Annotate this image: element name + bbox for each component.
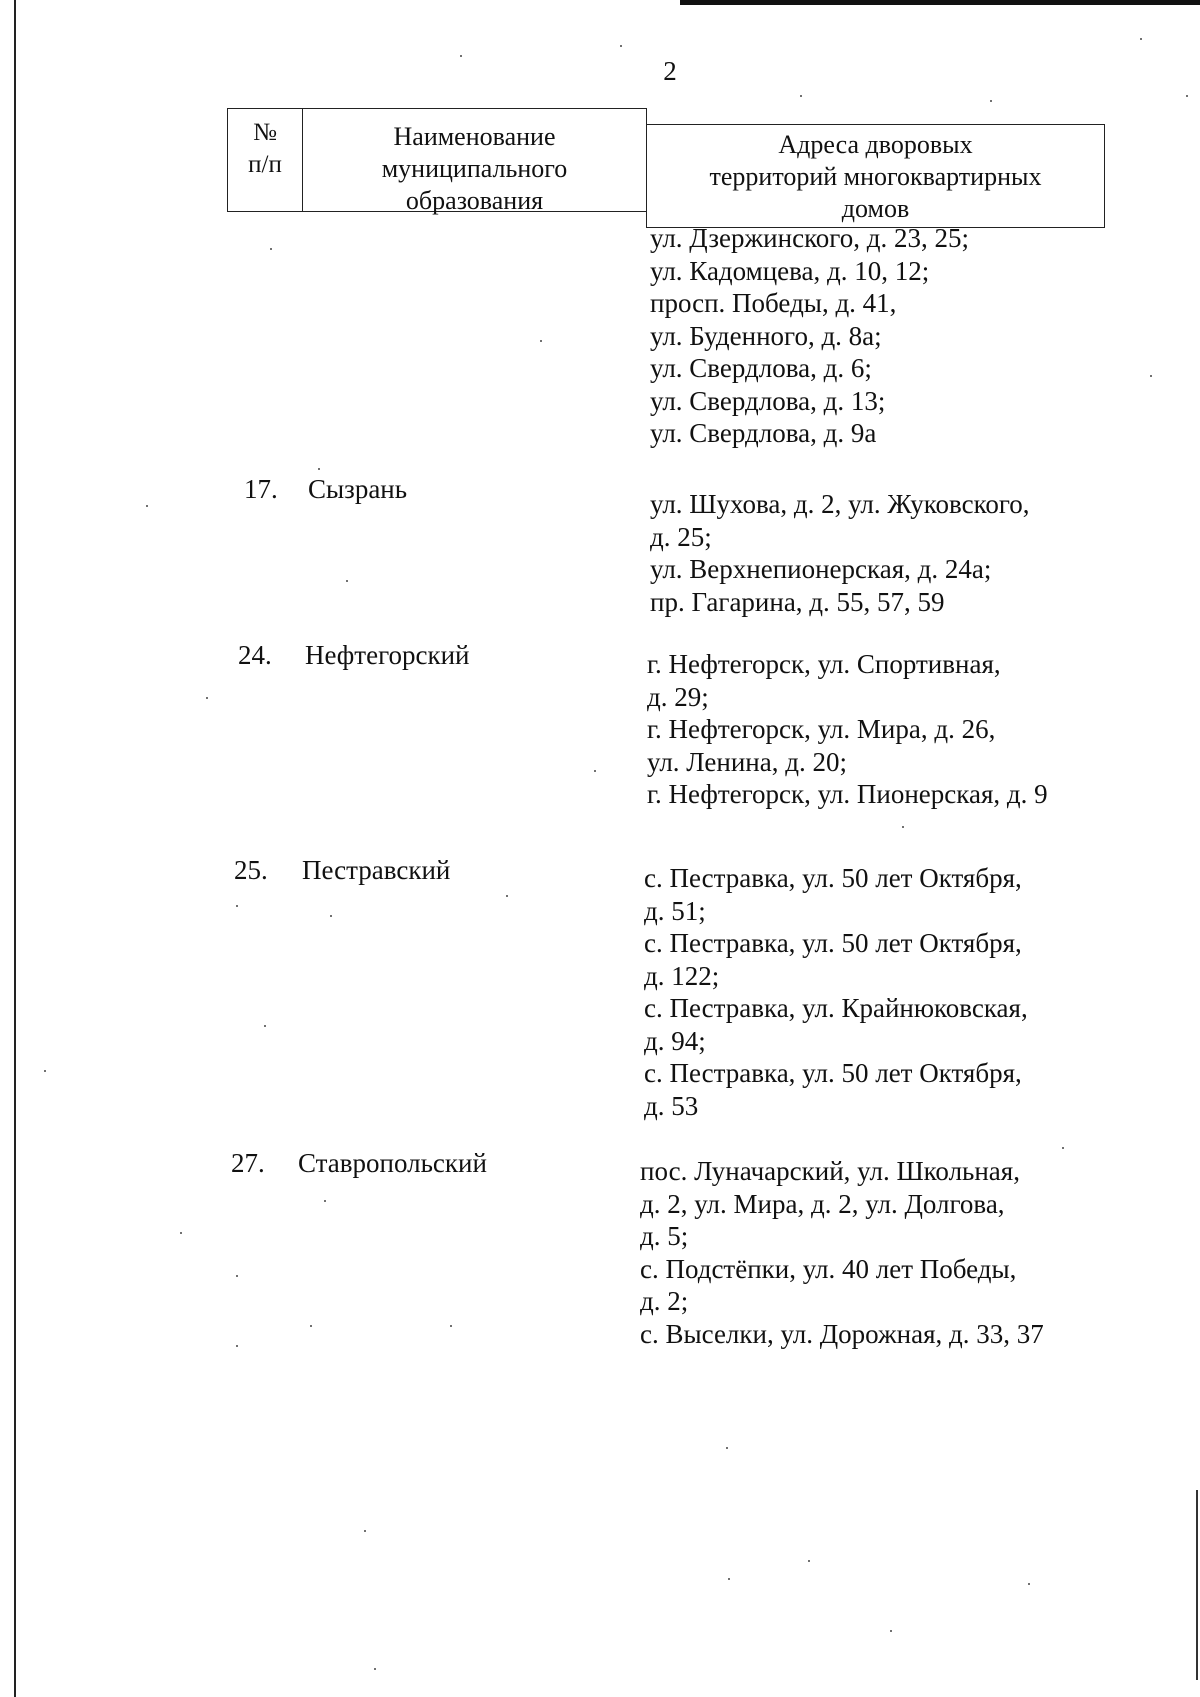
address-line: ул. Буденного, д. 8а; [650, 320, 882, 351]
header-number-line: № [253, 119, 277, 146]
row-addresses [640, 1155, 1044, 1350]
scan-speck [460, 55, 462, 57]
address-line: с. Пестравка, ул. 50 лет Октября, [644, 863, 1022, 893]
scan-speck [902, 826, 904, 828]
row-number: 24. [238, 640, 272, 670]
scan-speck [450, 1325, 452, 1327]
scan-edge-right [1196, 1490, 1198, 1680]
address-line: д. 51; [644, 895, 706, 926]
scan-speck [808, 1560, 810, 1562]
scan-speck [346, 580, 348, 582]
row-municipality: Нефтегорский [305, 640, 470, 670]
scan-speck [206, 697, 208, 699]
scan-speck [1186, 95, 1188, 97]
row-municipality: Пестравский [302, 855, 451, 885]
address-line: г. Нефтегорск, ул. Спортивная, [647, 649, 1001, 679]
address-line: с. Пестравка, ул. 50 лет Октября, [644, 928, 1022, 958]
scan-speck [1140, 38, 1142, 40]
scan-speck [728, 1578, 730, 1580]
scan-speck [1150, 375, 1152, 377]
scan-speck [180, 1232, 182, 1234]
address-line: г. Нефтегорск, ул. Пионерская, д. 9 [647, 779, 1048, 809]
scan-speck [364, 1530, 366, 1532]
address-line: с. Пестравка, ул. Крайнюковская, [644, 993, 1028, 1023]
scan-speck [506, 895, 508, 897]
scan-speck [540, 340, 542, 342]
address-line: просп. Победы, д. 41, [650, 288, 897, 318]
address-line: с. Выселки, ул. Дорожная, д. 33, 37 [640, 1318, 1044, 1349]
scan-edge-left [14, 0, 16, 1697]
scan-speck [236, 905, 238, 907]
row-addresses [650, 488, 1030, 618]
scan-speck [44, 1070, 46, 1072]
scan-speck [310, 1325, 312, 1327]
scan-speck [1062, 1147, 1064, 1149]
address-line: д. 2; [640, 1286, 689, 1316]
row-addresses [644, 862, 1028, 1122]
address-line: ул. Свердлова, д. 6; [650, 353, 872, 383]
row-number: 17. [244, 474, 278, 504]
scan-speck [146, 505, 148, 507]
address-line: д. 53 [644, 1090, 699, 1121]
header-municipality-line: образования [405, 186, 544, 215]
scan-speck [324, 1200, 326, 1202]
scan-speck [726, 1447, 728, 1449]
address-line: ул. Шухова, д. 2, ул. Жуковского, [650, 489, 1030, 519]
address-line: д. 29; [647, 681, 709, 712]
header-addresses-column [646, 124, 1105, 228]
header-municipality-line: Наименование [393, 122, 556, 151]
scan-speck [270, 248, 272, 250]
scan-speck [374, 1668, 376, 1670]
header-municipality-line: муниципального [381, 154, 568, 183]
scan-speck [800, 95, 802, 97]
address-line: с. Подстёпки, ул. 40 лет Победы, [640, 1253, 1017, 1284]
scan-speck [594, 770, 596, 772]
scan-speck [318, 468, 320, 470]
address-line: г. Нефтегорск, ул. Мира, д. 26, [647, 714, 996, 744]
header-addresses-line: домов [841, 194, 910, 223]
address-line: д. 2, ул. Мира, д. 2, ул. Долгова, [640, 1188, 1005, 1219]
continuation-addresses [650, 222, 969, 450]
header-number-line: п/п [248, 151, 282, 178]
row-number: 27. [231, 1148, 265, 1178]
row-municipality: Ставропольский [298, 1148, 487, 1178]
row-number: 25. [234, 855, 268, 885]
address-line: ул. Дзержинского, д. 23, 25; [650, 223, 969, 253]
address-line: ул. Свердлова, д. 9а [650, 418, 877, 448]
scan-speck [890, 1630, 892, 1632]
address-line: д. 94; [644, 1025, 706, 1056]
header-municipality-column [302, 108, 647, 215]
address-line: ул. Свердлова, д. 13; [650, 385, 886, 416]
address-line: д. 5; [640, 1221, 689, 1251]
scan-speck [236, 1345, 238, 1347]
row-municipality: Сызрань [308, 474, 408, 504]
address-line: д. 25; [650, 521, 712, 552]
address-line: ул. Ленина, д. 20; [647, 746, 847, 777]
header-number-column [227, 108, 303, 212]
address-line: с. Пестравка, ул. 50 лет Октября, [644, 1058, 1022, 1088]
scan-speck [990, 100, 992, 102]
scan-speck [330, 915, 332, 917]
scan-speck [1028, 1583, 1030, 1585]
address-line: ул. Верхнепионерская, д. 24а; [650, 554, 992, 584]
scan-speck [236, 1275, 238, 1277]
header-addresses-line: территорий многоквартирных [709, 162, 1042, 191]
scan-edge-top [680, 0, 1200, 5]
header-addresses-line: Адреса дворовых [778, 130, 973, 159]
address-line: пр. Гагарина, д. 55, 57, 59 [650, 586, 945, 617]
address-line: д. 122; [644, 960, 720, 991]
scan-speck [620, 45, 622, 47]
page-number: 2 [663, 56, 677, 86]
row-addresses [647, 648, 1048, 811]
address-line: ул. Кадомцева, д. 10, 12; [650, 255, 930, 286]
address-line: пос. Луначарский, ул. Школьная, [640, 1156, 1020, 1186]
scan-speck [264, 1025, 266, 1027]
